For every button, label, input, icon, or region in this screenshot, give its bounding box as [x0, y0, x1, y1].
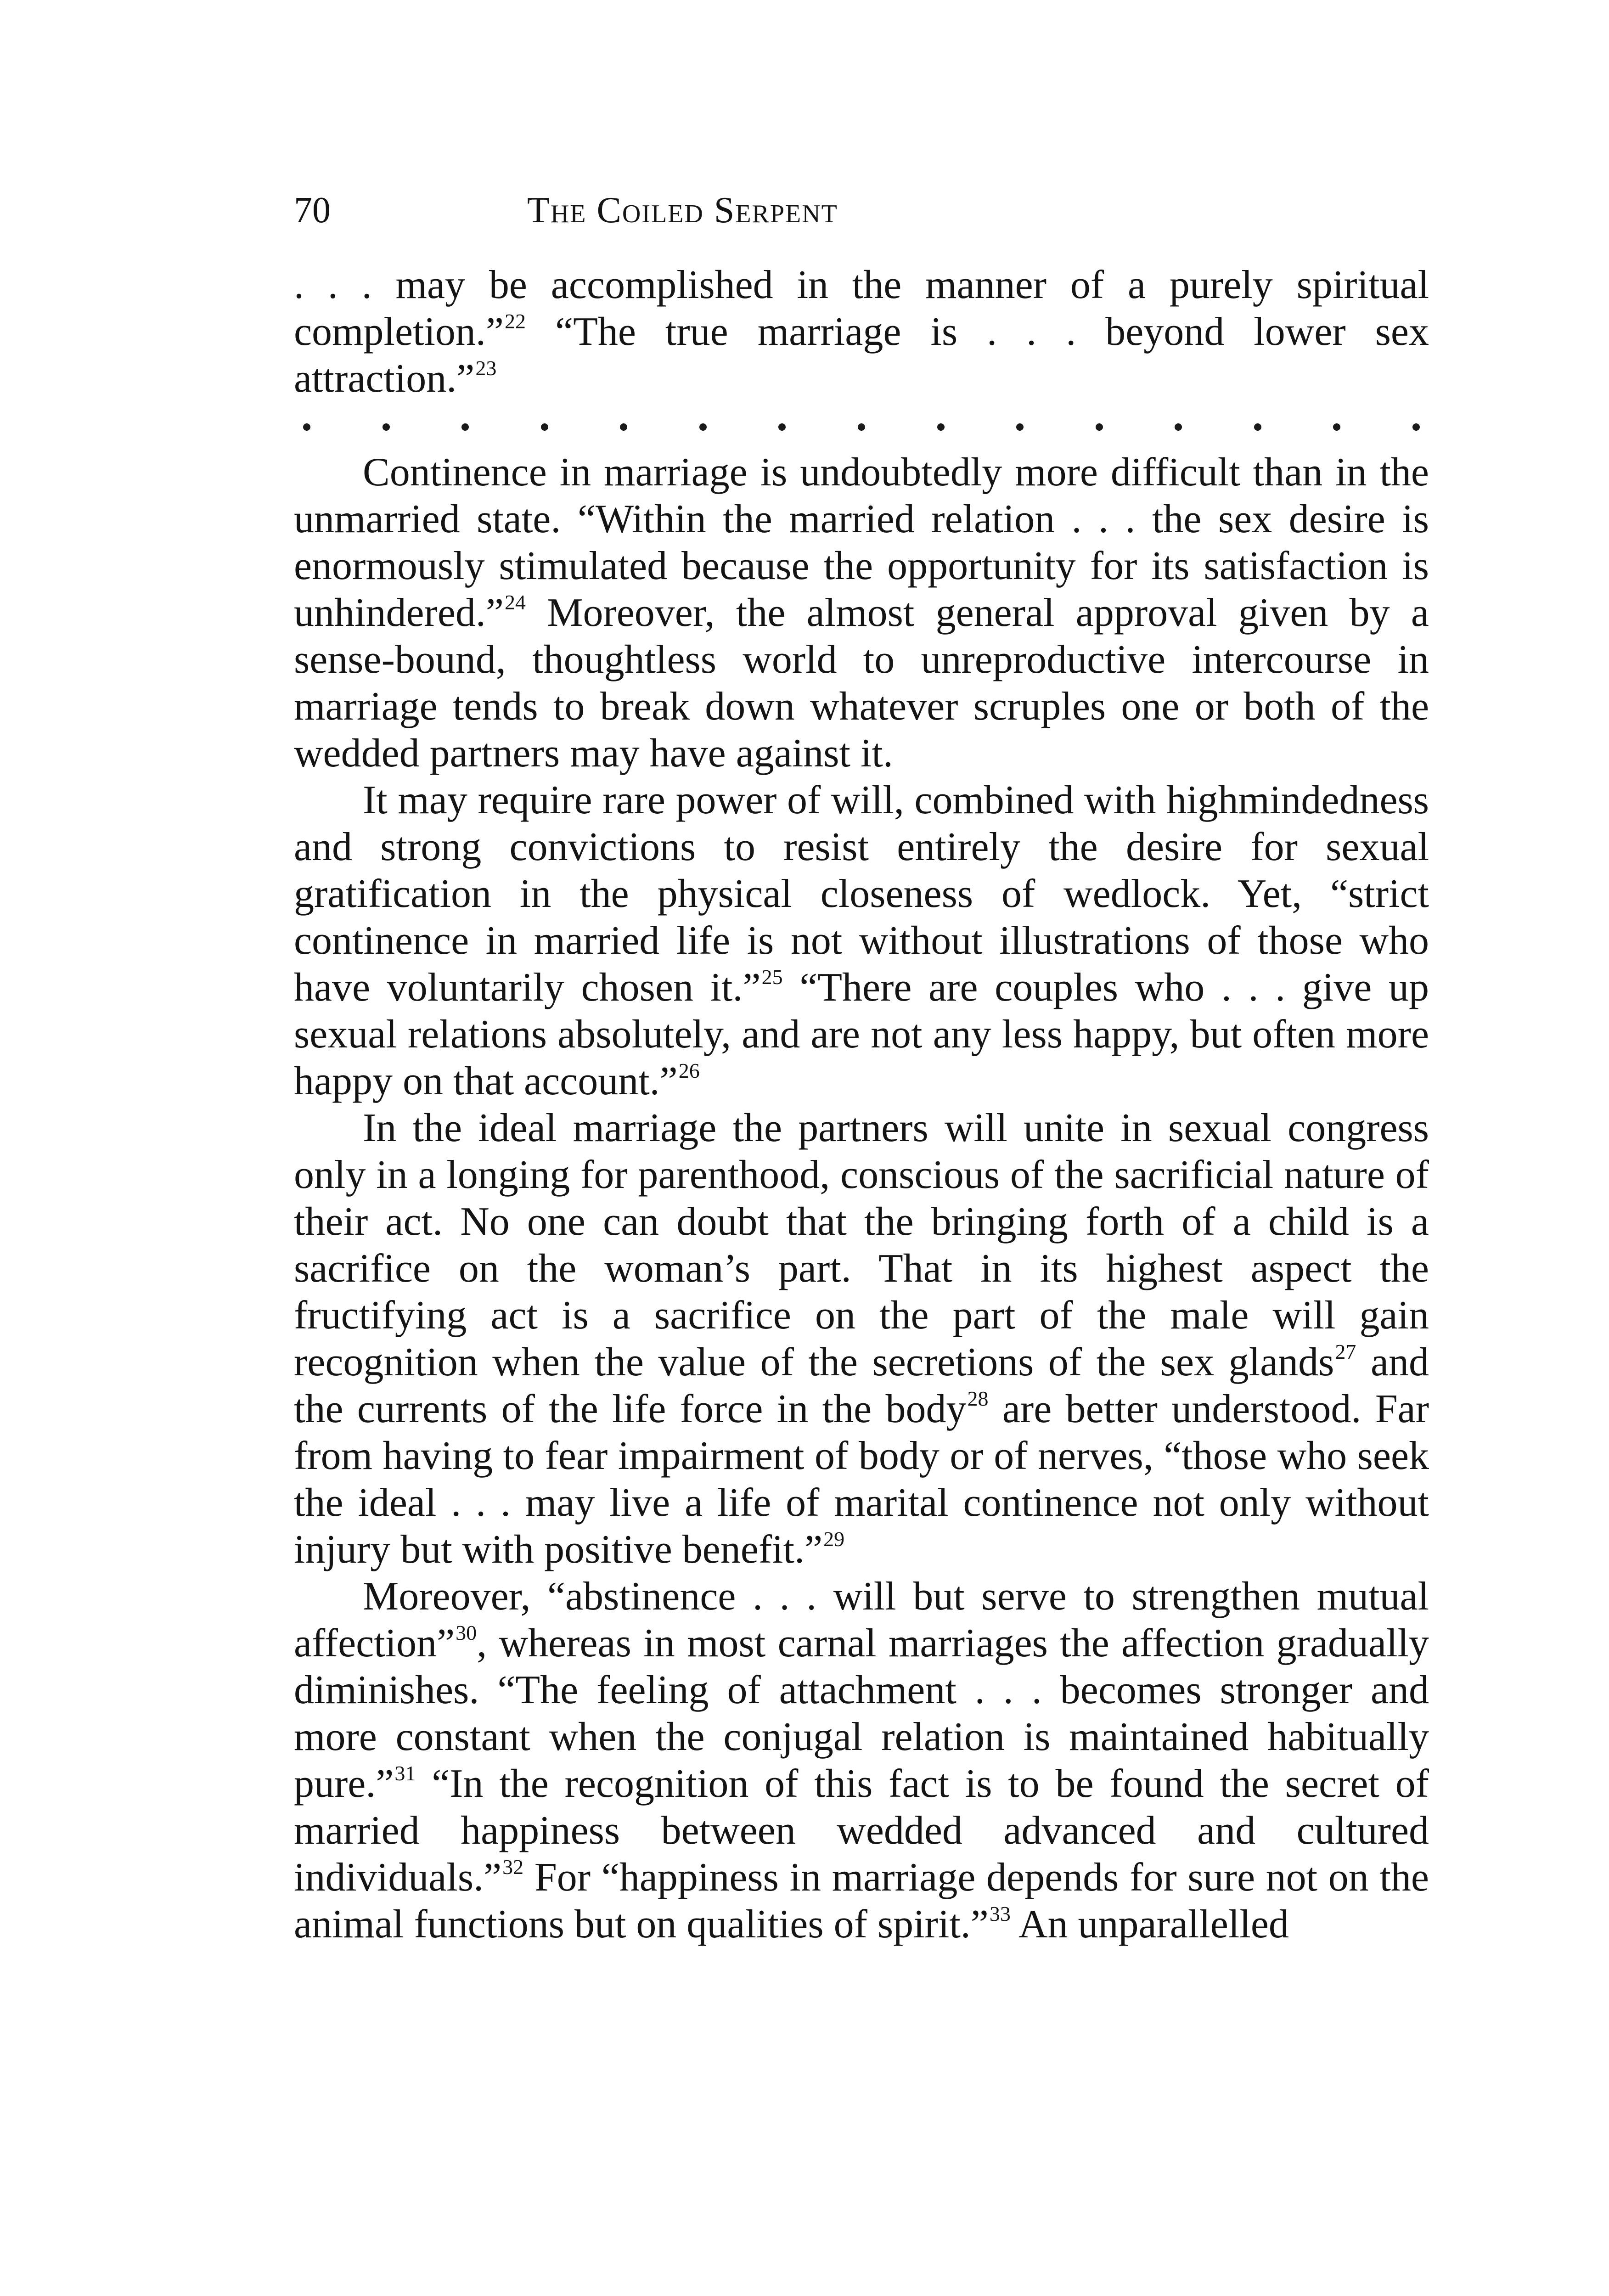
ellipsis-dot-icon [937, 423, 945, 431]
text-run: Continence in marriage is undoubtedly more difficult than in the unmarried state. “Within the married relation . . . the sex desire is enormously stimulated because the opportunity for its satisfaction is unhindered.” [294, 450, 1429, 635]
ellipsis-dot-icon [303, 423, 310, 431]
paragraph-1 [294, 262, 1429, 402]
text-run: “There are couples who . . . give up sexual relations absolutely, and are not any less happy, but often more happy on that account.” [294, 965, 1429, 1103]
ellipsis-dot-icon [383, 423, 390, 431]
text-run: “The true marriage is . . . beyond lower sex attraction.” [294, 310, 1429, 401]
ellipsis-dot-icon [1175, 423, 1182, 431]
text-run: . . . may be accomplished in the manner of a purely spiritual completion.” [294, 263, 1429, 354]
ellipsis-dot-icon [778, 423, 786, 431]
text-run: It may require rare power of will, combined with highmindedness and strong convictions to resist entirely the desire for sexual gratification in the physical closeness of wedlock. Yet, “strict continence in married life is not without illustrations of those who have voluntarily chosen it.” [294, 778, 1429, 1010]
running-head [294, 183, 1120, 238]
footnote-ref: 27 [1335, 1340, 1356, 1363]
ellipsis-dot-icon [541, 423, 548, 431]
paragraph-2 [294, 449, 1429, 777]
paragraph-5 [294, 1573, 1429, 1948]
footnote-ref: 30 [456, 1621, 477, 1644]
ellipsis-dot-icon [858, 423, 865, 431]
footnote-ref: 31 [394, 1761, 416, 1785]
ellipsis-dot-icon [461, 423, 469, 431]
footnote-ref: 33 [989, 1902, 1011, 1925]
ellipsis-dot-icon [1096, 423, 1103, 431]
footnote-ref: 29 [823, 1527, 845, 1551]
footnote-ref: 24 [504, 591, 526, 614]
text-run: are better understood. Far from having to fear impairment of body or of nerves, “those who seek the ideal . . . may live a life of marital continence not only without injury but with positive benefit.” [294, 1387, 1429, 1572]
page-number: 70 [294, 190, 331, 231]
footnote-ref: 25 [761, 965, 783, 989]
footnote-ref: 26 [678, 1059, 700, 1082]
ellipsis-dot-icon [699, 423, 707, 431]
text-run: For “happiness in marriage depends for sure not on the animal functions but on qualities of spirit.” [294, 1855, 1429, 1947]
section-break-dots [294, 402, 1429, 449]
text-run: Moreover, “abstinence . . . will but serve to strengthen mutual affection” [294, 1574, 1429, 1666]
text-run: , whereas in most carnal marriages the affection gradually diminishes. “The feeling of attachment . . . becomes stronger and more constant when the conjugal relation is maintained habitually pure.” [294, 1621, 1429, 1806]
ellipsis-dot-icon [1254, 423, 1261, 431]
ellipsis-dot-icon [1016, 423, 1024, 431]
running-title: The Coiled Serpent [527, 190, 838, 231]
ellipsis-dot-icon [620, 423, 627, 431]
footnote-ref: 23 [475, 356, 497, 380]
text-run: Moreover, the almost general approval given by a sense-bound, thoughtless world to unreproductive intercourse in marriage tends to break down whatever scruples one or both of the wedded partners may have against it. [294, 591, 1429, 776]
text-run: “In the recognition of this fact is to be found the secret of married happiness between wedded advanced and cultured individuals.” [294, 1761, 1429, 1900]
footnote-ref: 28 [967, 1387, 989, 1410]
paragraph-3 [294, 777, 1429, 1105]
ellipsis-dot-icon [1412, 423, 1420, 431]
paragraph-4 [294, 1105, 1429, 1573]
text-run: and the currents of the life force in the body [294, 1340, 1429, 1431]
footnote-ref: 22 [504, 310, 526, 333]
ellipsis-dot-icon [1333, 423, 1340, 431]
text-run: An unparallelled [1010, 1902, 1289, 1947]
text-run: In the ideal marriage the partners will unite in sexual congress only in a longing for parenthood, conscious of the sacrificial nature of their act. No one can doubt that the bringing forth of a child is a sacrifice on the woman’s part. That in its highest aspect the fructifying act is a sacrifice on the part of the male will gain recognition when the value of the secretions of the sex glands [294, 1106, 1429, 1384]
body-text [294, 262, 1429, 1948]
footnote-ref: 32 [502, 1855, 524, 1879]
